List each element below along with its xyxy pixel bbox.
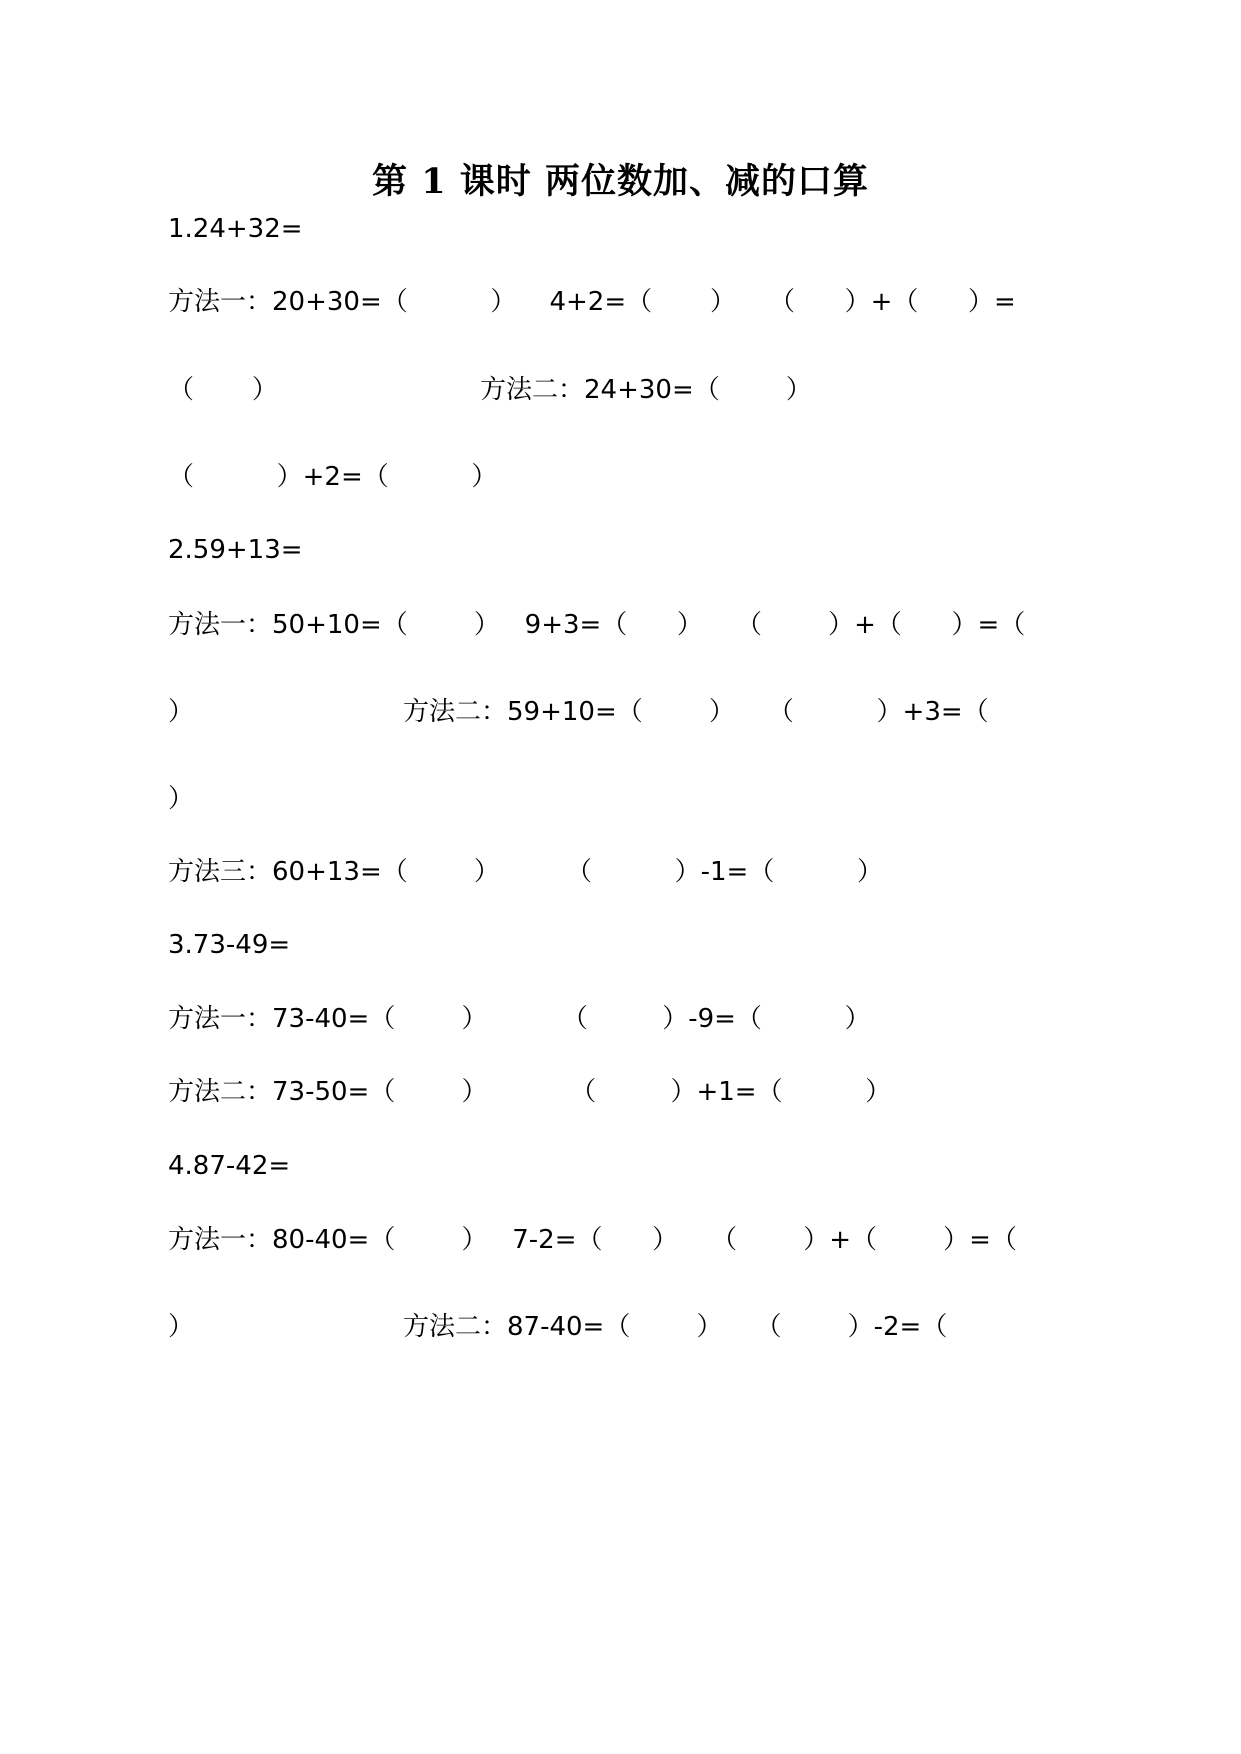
problem-2-question: 2.59+13=: [168, 535, 303, 565]
problem-1-method-1-cont: （ ）: [168, 375, 278, 405]
problem-1-method-1: 方法一：20+30=（ ） 4+2=（ ） （ ）+（ ）=: [168, 287, 1016, 317]
problem-4-question: 4.87-42=: [168, 1151, 291, 1181]
problem-2-method-2: 方法二：59+10=（ ） （ ）+3=（: [403, 697, 989, 727]
problem-3-method-2: 方法二：73-50=（ ） （ ）+1=（ ）: [168, 1077, 892, 1107]
problem-4-method-1-cont: ）: [168, 1312, 195, 1342]
problem-4-method-2: 方法二：87-40=（ ） （ ）-2=（: [403, 1312, 948, 1342]
problem-3-question: 3.73-49=: [168, 930, 291, 960]
problem-2-method-3: 方法三：60+13=（ ） （ ）-1=（ ）: [168, 857, 883, 887]
problem-1-method-2-cont: （ ）+2=（ ）: [168, 462, 498, 492]
problem-2-method-1: 方法一：50+10=（ ） 9+3=（ ） （ ）+（ ）=（: [168, 610, 1026, 640]
problem-1-question: 1.24+32=: [168, 214, 303, 244]
problem-2-method-1-cont: ）: [168, 697, 195, 727]
problem-4-method-1: 方法一：80-40=（ ） 7-2=（ ） （ ）+（ ）=（: [168, 1225, 1017, 1255]
page-title: 第 1 课时 两位数加、减的口算: [372, 161, 869, 202]
problem-2-method-2-cont: ）: [168, 784, 195, 814]
problem-3-method-1: 方法一：73-40=（ ） （ ）-9=（ ）: [168, 1004, 871, 1034]
problem-1-method-2: 方法二：24+30=（ ）: [480, 375, 812, 405]
